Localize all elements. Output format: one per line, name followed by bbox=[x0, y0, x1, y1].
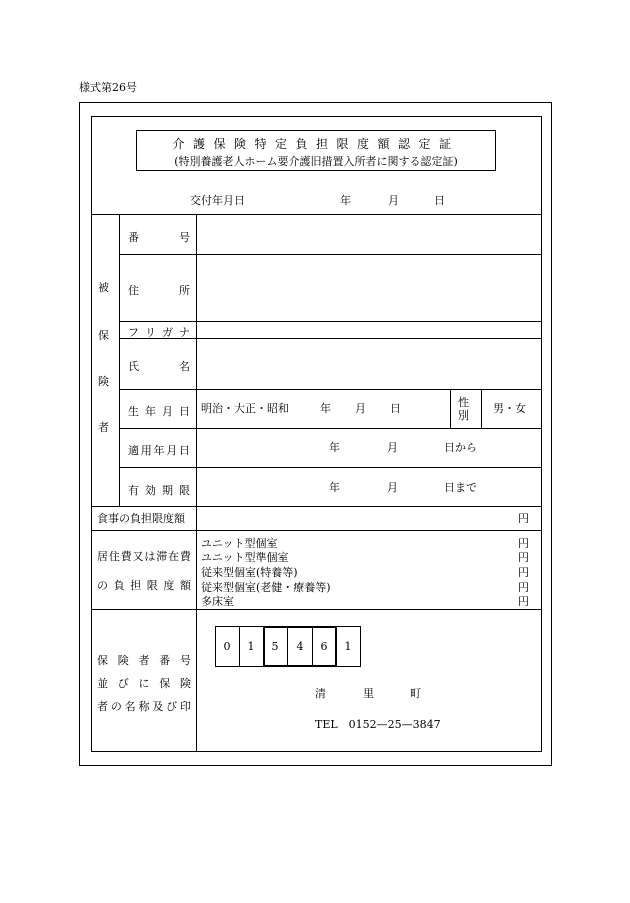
insurer-name-char: 町 bbox=[410, 687, 421, 700]
name-label-char: 名 bbox=[179, 360, 190, 373]
residence-label-char: 費 bbox=[120, 550, 132, 563]
insurer-label-char: 者 bbox=[138, 654, 150, 667]
room-type-name: 従来型個室(特養等) bbox=[201, 566, 298, 579]
insurer-label-char: 険 bbox=[117, 654, 129, 667]
residence-label-char: 滞 bbox=[156, 550, 168, 563]
birth-label-char: 生 bbox=[128, 405, 139, 418]
applied-date-label bbox=[128, 442, 190, 458]
insurer-number-digit: 0 bbox=[223, 639, 231, 653]
validity-year-unit: 年 bbox=[329, 481, 340, 494]
validity-label bbox=[128, 482, 190, 498]
insurer-label-char: 印 bbox=[179, 700, 191, 713]
insurer-label-char: 名 bbox=[124, 700, 136, 713]
room-type-unit: 円 bbox=[518, 595, 529, 608]
applied-label-char: 用 bbox=[140, 444, 152, 457]
birth-year-unit: 年 bbox=[320, 402, 331, 415]
insurer-number-digit: 4 bbox=[296, 639, 304, 653]
number-label bbox=[128, 229, 190, 245]
issue-month-unit: 月 bbox=[388, 194, 399, 207]
birth-label-char: 年 bbox=[145, 405, 156, 418]
divider-validity bbox=[91, 506, 542, 507]
room-type-name: 従来型個室(老健・療養等) bbox=[201, 581, 331, 594]
room-type-row bbox=[201, 593, 529, 607]
room-type-row bbox=[201, 564, 529, 578]
divider-birth bbox=[119, 428, 542, 429]
residence-label-line2 bbox=[97, 577, 191, 593]
number-label-char: 号 bbox=[179, 231, 190, 244]
room-type-unit: 円 bbox=[518, 566, 529, 579]
validity-month-unit: 月 bbox=[387, 481, 398, 494]
address-label-char: 住 bbox=[128, 284, 139, 297]
room-type-row bbox=[201, 579, 529, 593]
sex-label: 性 別 bbox=[458, 396, 469, 422]
applied-label-char: 月 bbox=[166, 444, 178, 457]
applied-day-unit: 日から bbox=[444, 441, 477, 454]
side-label-char: 被 bbox=[98, 281, 109, 294]
furigana-label-char: リ bbox=[145, 326, 156, 339]
insurer-label-char: び bbox=[166, 700, 178, 713]
applied-month-unit: 月 bbox=[387, 441, 398, 454]
birth-day-unit: 日 bbox=[390, 402, 401, 415]
divider-address bbox=[119, 321, 542, 322]
residence-label-char: 度 bbox=[163, 579, 175, 592]
insurer-number-digit: 6 bbox=[320, 639, 328, 653]
certificate-title: 介護保険特定負担限度額認定証 bbox=[172, 137, 460, 151]
insurer-name-char: 里 bbox=[363, 687, 374, 700]
issue-day-unit: 日 bbox=[434, 194, 445, 207]
validity-label-char: 限 bbox=[179, 484, 190, 497]
room-type-row bbox=[201, 549, 529, 563]
divider-name bbox=[119, 389, 542, 390]
insurer-label-char: 番 bbox=[159, 654, 171, 667]
insurer-label-char: 者 bbox=[97, 700, 108, 713]
applied-label-char: 年 bbox=[153, 444, 165, 457]
residence-label-char: 居 bbox=[97, 550, 108, 563]
residence-label-char: 限 bbox=[146, 579, 158, 592]
name-label bbox=[128, 358, 190, 374]
birth-eras: 明治・大正・昭和 bbox=[201, 402, 289, 415]
address-label-char: 所 bbox=[179, 284, 190, 297]
room-type-name: ユニット型個室 bbox=[201, 537, 278, 550]
insurer-label-line3 bbox=[97, 698, 191, 714]
residence-label-char: 額 bbox=[179, 579, 191, 592]
validity-label-char: 有 bbox=[128, 484, 139, 497]
divider-label-column bbox=[196, 214, 197, 752]
insurer-label-char: 及 bbox=[152, 700, 164, 713]
divider-sex-right bbox=[481, 389, 482, 428]
insurer-label-char: 保 bbox=[159, 677, 171, 690]
validity-label-char: 効 bbox=[145, 484, 156, 497]
room-type-unit: 円 bbox=[518, 581, 529, 594]
insurer-label-char: 号 bbox=[180, 654, 191, 667]
insurer-label-char: 称 bbox=[138, 700, 150, 713]
insurer-number-digit: 1 bbox=[247, 639, 255, 653]
room-type-row bbox=[201, 535, 529, 549]
residence-label-char: 負 bbox=[113, 579, 125, 592]
residence-label-char: 費 bbox=[179, 550, 191, 563]
meal-limit-label: 食事の負担限度額 bbox=[97, 512, 185, 525]
room-type-name: 多床室 bbox=[201, 595, 234, 608]
room-type-name: ユニット型準個室 bbox=[201, 551, 289, 564]
side-label-char: 者 bbox=[98, 421, 109, 434]
residence-label-char: 住 bbox=[108, 550, 120, 563]
number-label-char: 番 bbox=[128, 231, 139, 244]
side-label-char: 険 bbox=[98, 375, 109, 388]
residence-label-char: 又 bbox=[132, 550, 144, 563]
address-label bbox=[128, 282, 190, 298]
name-label-char: 氏 bbox=[128, 360, 139, 373]
certificate-subtitle: (特別養護老人ホーム要介護旧措置入所者に関する認定証) bbox=[174, 155, 458, 168]
insurer-telephone: TEL 0152—25—3847 bbox=[315, 718, 441, 731]
residence-label-char: は bbox=[144, 550, 156, 563]
insurer-label-line1 bbox=[97, 652, 191, 668]
applied-label-char: 日 bbox=[179, 444, 190, 457]
birth-label-char: 月 bbox=[162, 405, 173, 418]
residence-label-char: 在 bbox=[168, 550, 180, 563]
insurer-label-char: 保 bbox=[97, 654, 108, 667]
birth-month-unit: 月 bbox=[355, 402, 366, 415]
side-label-char: 保 bbox=[98, 329, 109, 342]
insurer-label-char: 並 bbox=[97, 677, 108, 690]
divider-applied bbox=[119, 467, 542, 468]
insurer-number-digit: 5 bbox=[271, 639, 279, 653]
insurer-label-line2 bbox=[97, 675, 191, 691]
insurer-number-digit: 1 bbox=[344, 639, 352, 653]
divider-number bbox=[119, 254, 542, 255]
issue-year-unit: 年 bbox=[340, 194, 351, 207]
room-type-unit: 円 bbox=[518, 551, 529, 564]
sex-options: 男・女 bbox=[493, 402, 526, 415]
divider-residence bbox=[91, 609, 542, 610]
residence-label-line1 bbox=[97, 548, 191, 564]
residence-label-char: の bbox=[97, 579, 108, 592]
insurer-label-char: び bbox=[117, 677, 129, 690]
issue-date-label: 交付年月日 bbox=[190, 194, 245, 207]
divider-meal bbox=[91, 530, 542, 531]
divider-sex-left bbox=[450, 389, 451, 428]
applied-label-char: 適 bbox=[128, 444, 139, 457]
meal-limit-unit: 円 bbox=[518, 512, 529, 525]
furigana-label-char: ガ bbox=[162, 326, 173, 339]
insurer-label-char: 険 bbox=[180, 677, 191, 690]
validity-label-char: 期 bbox=[162, 484, 173, 497]
insurer-label-char: に bbox=[138, 677, 150, 690]
form-number: 様式第26号 bbox=[79, 81, 137, 94]
furigana-label-char: フ bbox=[128, 326, 139, 339]
birth-label-char: 日 bbox=[179, 405, 190, 418]
furigana-label bbox=[128, 324, 190, 340]
furigana-label-char: ナ bbox=[179, 326, 190, 339]
room-type-unit: 円 bbox=[518, 537, 529, 550]
insurer-name-char: 清 bbox=[315, 687, 326, 700]
birth-date-label bbox=[128, 403, 190, 419]
residence-label-char: 担 bbox=[130, 579, 142, 592]
validity-day-unit: 日まで bbox=[444, 481, 477, 494]
divider-side-label bbox=[119, 214, 120, 506]
applied-year-unit: 年 bbox=[329, 441, 340, 454]
divider-header bbox=[91, 214, 542, 215]
insurer-label-char: の bbox=[110, 700, 122, 713]
